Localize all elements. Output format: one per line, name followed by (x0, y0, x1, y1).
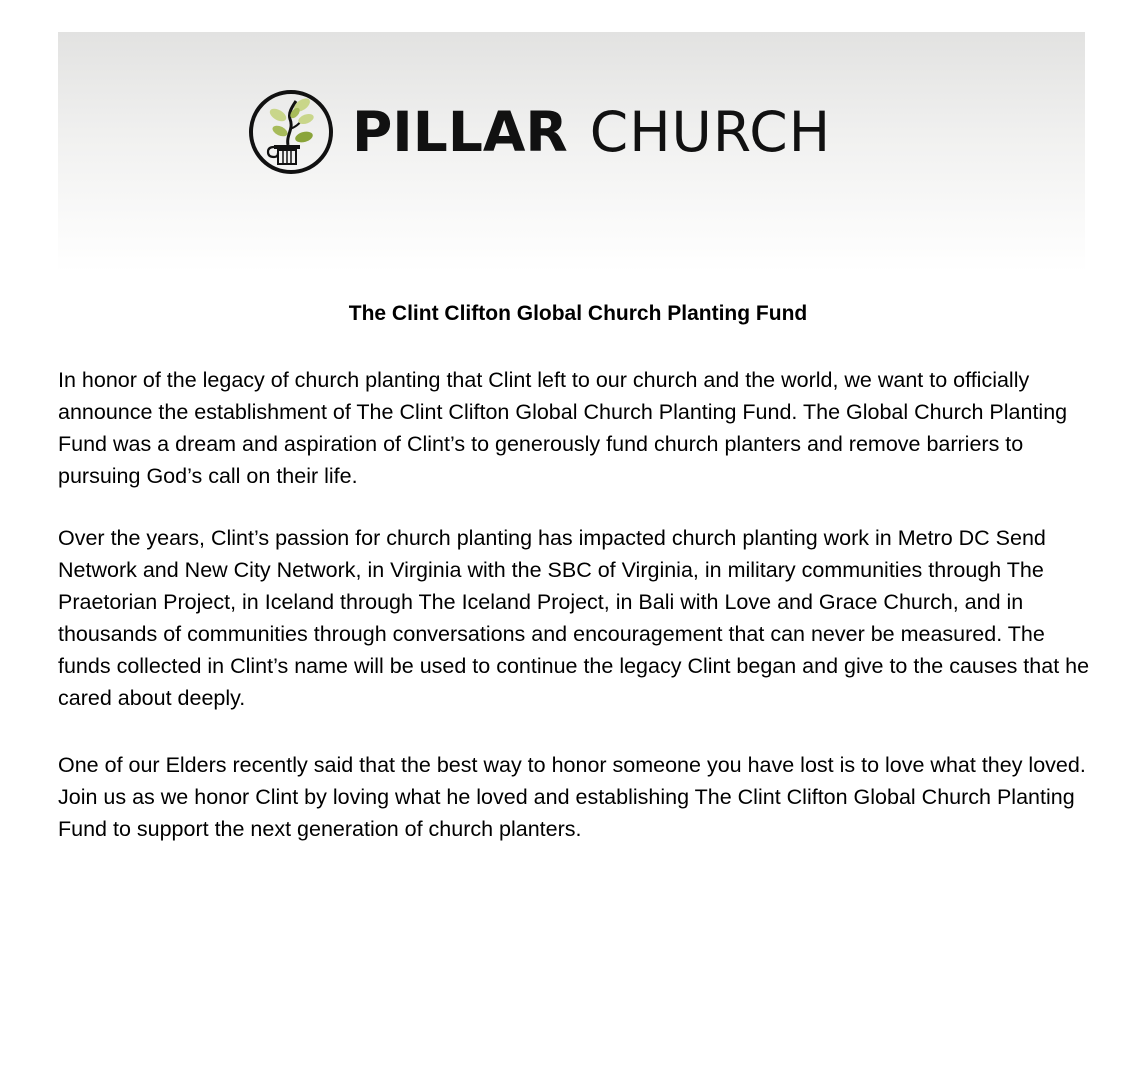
paragraph-1: In honor of the legacy of church planting that Clint left to our church and the world, we want to officially announce the establishment of The Clint Clifton Global Church Planting Fund. The Global Church Planting Fund was a dream and aspiration of Clint’s to generously fund church planters and remove barriers to pursuing God’s call on their life. (58, 368, 1068, 488)
pillar-tree-emblem-icon (248, 89, 334, 175)
paragraph-2: Over the years, Clint’s passion for church planting has impacted church planting work in Metro DC Send Network and New City Network, in Virginia with the SBC of Virginia, in military communities through The Praetorian Project, in Iceland through The Iceland Project, in Bali with Love and Grace Church, and in thousands of communities through conversations and encouragement that can never be measured. The funds collected in Clint’s name will be used to continue the legacy Clint began and give to the causes that he cared about deeply. (58, 526, 1090, 710)
header-banner (58, 32, 1085, 272)
logo-wordmark-bold: PILLAR (352, 99, 568, 164)
logo-wordmark-light: CHURCH (589, 99, 832, 164)
paragraph-3: One of our Elders recently said that the best way to honor someone you have lost is to love what they loved. Join us as we honor Clint by loving what he loved and establishing The Clint Clifton Global Church Planting Fund to support the next generation of church planters. (58, 753, 1086, 841)
pillar-church-logo (248, 87, 831, 177)
document-title: The Clint Clifton Global Church Planting Fund (348, 302, 808, 325)
